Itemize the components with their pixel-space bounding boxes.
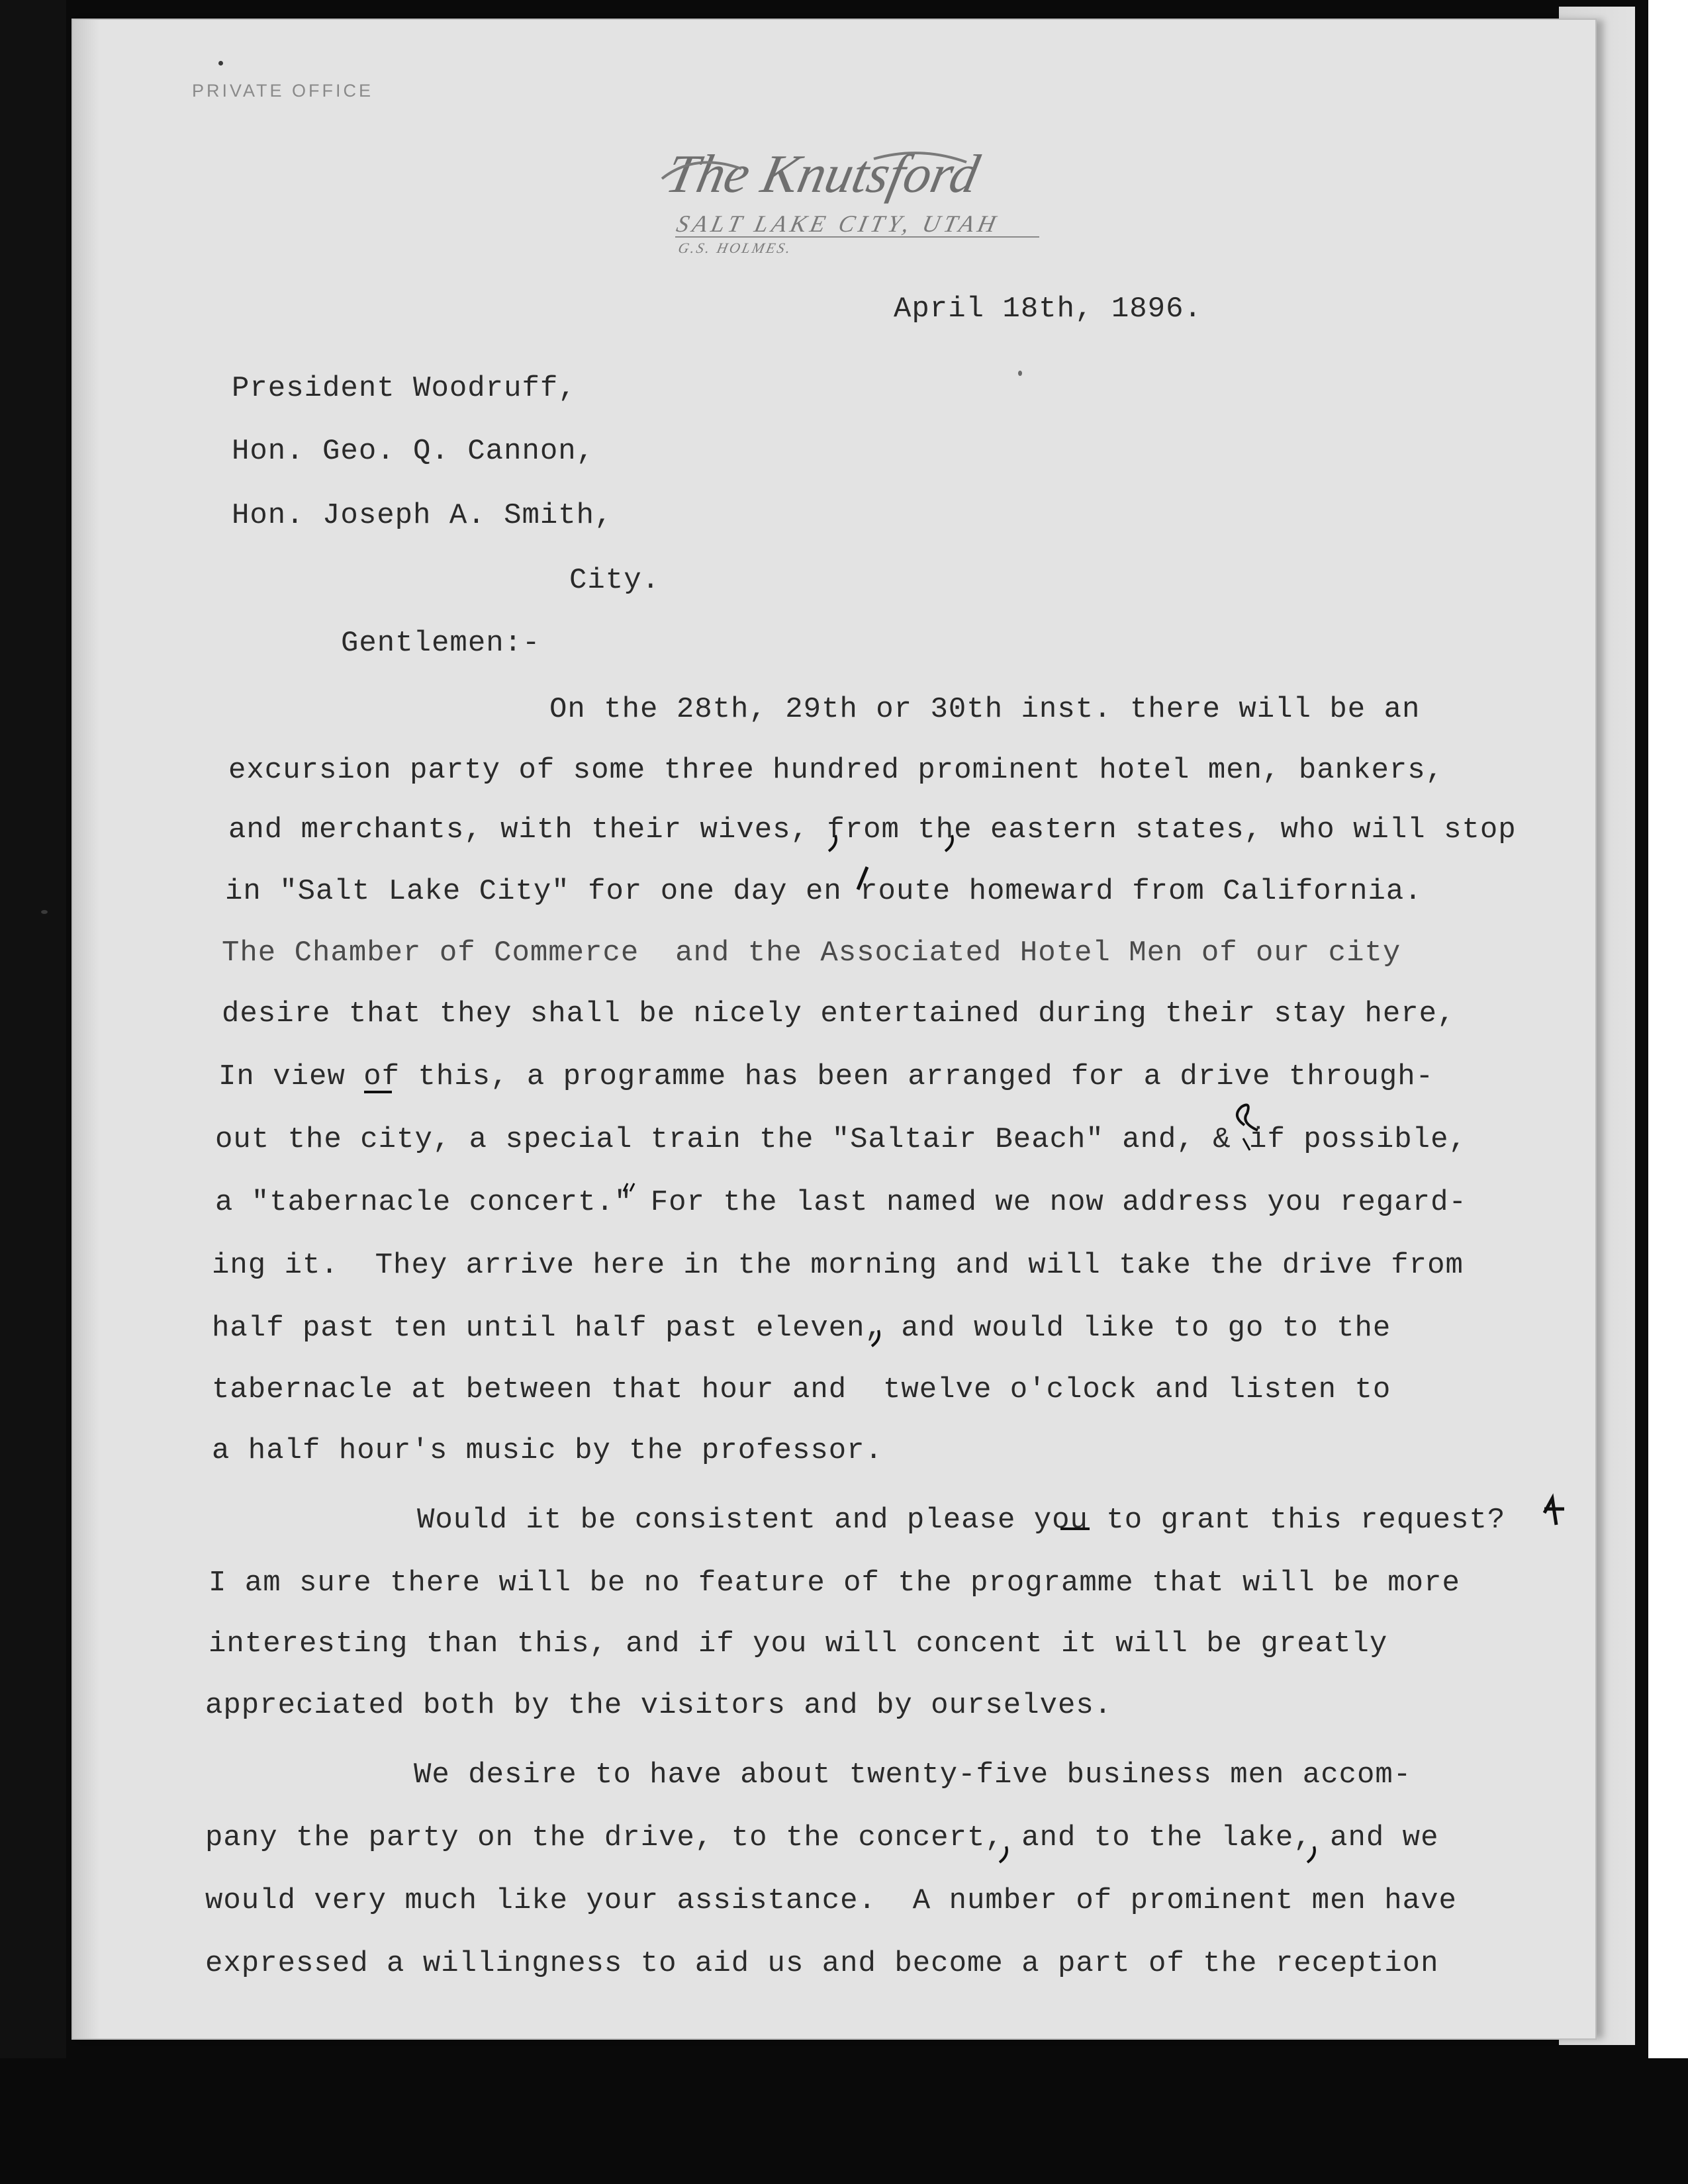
quote-mark: [624, 1183, 634, 1191]
body-line: and merchants, with their wives, from the eastern states, who will stop: [228, 813, 1517, 846]
svg-text:G.S. HOLMES.: G.S. HOLMES.: [677, 240, 794, 256]
body-line: desire that they shall be nicely entertained during their stay here,: [222, 997, 1456, 1030]
body-line: I am sure there will be no feature of the programme that will be more: [209, 1567, 1460, 1600]
body-line: would very much like your assistance. A number of prominent men have: [205, 1884, 1457, 1917]
body-line: Would it be consistent and please you to grant this request?: [417, 1504, 1506, 1537]
body-line: appreciated both by the visitors and by ourselves.: [205, 1689, 1113, 1722]
body-line: a half hour's music by the professor.: [212, 1434, 883, 1467]
body-line: in "Salt Lake City" for one day en route homeward from California.: [225, 875, 1423, 908]
body-line: ing it. They arrive here in the morning and will take the drive from: [212, 1249, 1464, 1282]
comma-mark: [1000, 1846, 1007, 1862]
body-line: interesting than this, and if you will concent it will be greatly: [209, 1627, 1388, 1661]
body-line: On the 28th, 29th or 30th inst. there will be an: [549, 693, 1421, 726]
letter-date: April 18th, 1896.: [894, 293, 1202, 326]
page-speck: [218, 61, 223, 66]
body-line: excursion party of some three hundred prominent hotel men, bankers,: [228, 754, 1444, 787]
private-office-label: PRIVATE OFFICE: [192, 81, 374, 101]
body-line: a "tabernacle concert." For the last named we now address you regard-: [215, 1186, 1467, 1219]
caret-mark: [1243, 1138, 1250, 1150]
comma-mark: [1307, 1846, 1315, 1862]
page-speck: [41, 910, 48, 914]
body-line: In view of this, a programme has been arranged for a drive through-: [218, 1060, 1434, 1093]
addressee-line: Hon. Joseph A. Smith,: [232, 499, 613, 532]
page-speck: [1018, 371, 1022, 376]
ampersand-insert-mark: [1237, 1105, 1258, 1130]
comma-mark: [829, 835, 836, 851]
body-line: out the city, a special train the "Saltair Beach" and, & if possible,: [215, 1123, 1467, 1156]
comma-mark: [945, 835, 953, 851]
svg-text:The Knutsford: The Knutsford: [661, 143, 985, 204]
addressee-line: President Woodruff,: [232, 372, 577, 405]
addressee-line: Hon. Geo. Q. Cannon,: [232, 435, 595, 468]
body-line: pany the party on the drive, to the concert, and to the lake, and we: [205, 1821, 1439, 1854]
salutation: Gentlemen:-: [341, 627, 541, 660]
comma-mark: [872, 1330, 879, 1346]
body-line: The Chamber of Commerce and the Associated Hotel Men of our city: [222, 936, 1401, 970]
body-line: We desire to have about twenty-five business men accom-: [414, 1758, 1412, 1792]
body-line: expressed a willingness to aid us and become a part of the reception: [205, 1947, 1439, 1980]
body-line: half past ten until half past eleven, and would like to go to the: [212, 1312, 1391, 1345]
addressee-city: City.: [569, 564, 661, 597]
body-line: tabernacle at between that hour and twelve o'clock and listen to: [212, 1373, 1391, 1406]
question-insert-mark: [1544, 1498, 1564, 1525]
route-mark: [858, 867, 867, 889]
svg-text:SALT LAKE CITY, UTAH: SALT LAKE CITY, UTAH: [674, 210, 1002, 237]
